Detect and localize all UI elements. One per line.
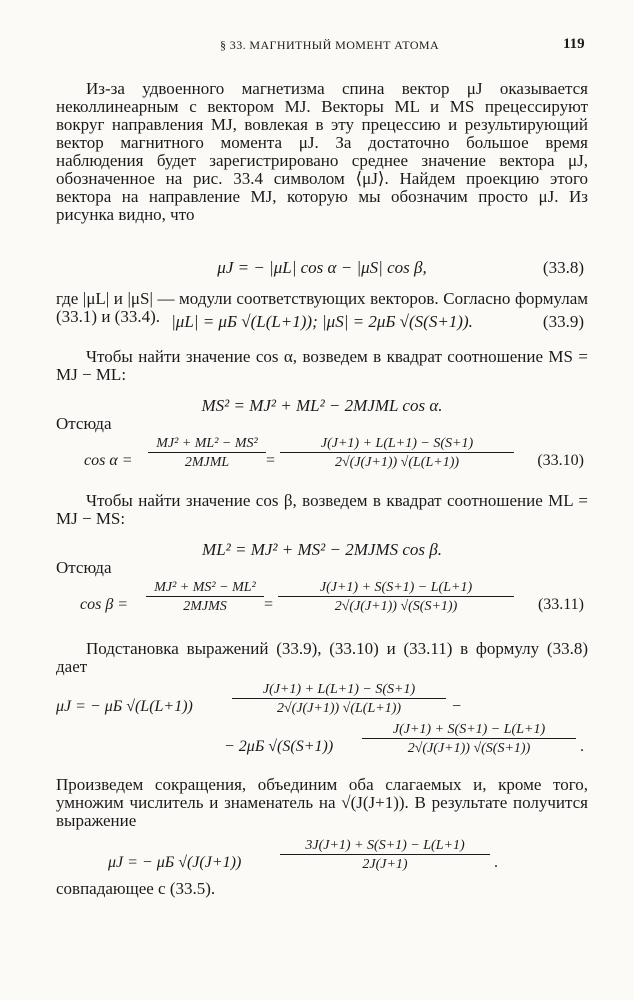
- equation-lhs: cos β =: [80, 596, 129, 613]
- fraction: [232, 682, 446, 717]
- equation-number: (33.8): [542, 258, 584, 277]
- paragraph-2: где |μL| и |μS| — модули соответствующих векторов. Согласно формулам (33.1) и (33.4).: [56, 289, 588, 326]
- equation-body: μJ = − |μL| cos α − |μS| cos β,: [217, 258, 427, 277]
- fraction-denominator: 2MJML: [148, 452, 266, 471]
- equation-number: (33.11): [537, 596, 584, 613]
- fraction-numerator: J(J+1) + S(S+1) − L(L+1): [319, 580, 473, 595]
- fraction-1: [146, 580, 264, 615]
- equation-lhs: μJ = − μБ √(L(L+1)): [56, 698, 193, 715]
- fraction-denominator: 2√(J(J+1)) √(L(L+1)): [232, 698, 446, 717]
- equation-lhs: cos α =: [84, 452, 133, 469]
- equation-33-11: [56, 580, 588, 634]
- equation-33-10: [56, 436, 588, 490]
- equation-ms-squared: [56, 396, 588, 426]
- fraction: [280, 838, 490, 873]
- fraction-numerator: J(J+1) + L(L+1) − S(S+1): [320, 436, 474, 451]
- equation-substitution-line-2: [56, 722, 588, 776]
- equation-33-8: [56, 258, 588, 288]
- fraction-numerator: MJ² + ML² − MS²: [156, 436, 258, 451]
- fraction-numerator: MJ² + MS² − ML²: [154, 580, 256, 595]
- paragraph-5: Подстановка выражений (33.9), (33.10) и (33.11) в формулу (33.8) дает: [56, 639, 588, 676]
- equation-number: (33.9): [542, 312, 584, 331]
- fraction-denominator: 2J(J+1): [280, 854, 490, 873]
- period: .: [580, 738, 584, 755]
- fraction-2: [280, 436, 514, 471]
- equation-body: |μL| = μБ √(L(L+1)); |μS| = 2μБ √(S(S+1)).: [171, 312, 473, 331]
- otsyuda-label-1: Отсюда: [56, 414, 112, 433]
- fraction-denominator: 2√(J(J+1)) √(S(S+1)): [362, 738, 576, 757]
- otsyuda-label-2: Отсюда: [56, 558, 112, 577]
- paragraph-3: Чтобы найти значение cos α, возведем в квадрат соотношение MS = MJ − ML:: [56, 347, 588, 384]
- equation-lhs: − 2μБ √(S(S+1)): [224, 738, 334, 755]
- fraction: [362, 722, 576, 757]
- equation-number: (33.10): [537, 452, 584, 469]
- fraction-denominator: 2√(J(J+1)) √(S(S+1)): [278, 596, 514, 615]
- period: .: [494, 854, 498, 871]
- page-header: [0, 38, 634, 58]
- fraction-denominator: 2MJMS: [146, 596, 264, 615]
- fraction-numerator: J(J+1) + L(L+1) − S(S+1): [262, 682, 416, 697]
- equation-body: MS² = MJ² + ML² − 2MJML cos α.: [201, 396, 443, 415]
- fraction-2: [278, 580, 514, 615]
- fraction-numerator: 3J(J+1) + S(S+1) − L(L+1): [305, 838, 465, 853]
- paragraph-6: Произведем сокращения, объединим оба слагаемых и, кроме того, умножим числитель и знаменатель на √(J(J+1)). В результате получится выражение: [56, 775, 588, 830]
- minus-sign: −: [452, 698, 462, 715]
- page-number: 119: [563, 36, 585, 52]
- equals-sign: =: [266, 452, 276, 469]
- paragraph-1: Из-за удвоенного магнетизма спина вектор μJ оказывается неколлинеарным с вектором MJ. Векторы ML и MS прецессируют вокруг направления MJ, вовлекая в эту прецессию и результирующий вектор магнитного момента μJ. За достаточно большое время наблюдения будет зарегистрировано среднее значение вектора μJ, обозначенное на рис. 33.4 символом ⟨μJ⟩. Найдем проекцию этого вектора на направление MJ, которую мы обозначим просто μJ. Из рисунка видно, что: [56, 79, 588, 224]
- equation-ml-squared: [56, 540, 588, 570]
- section-title: § 33. МАГНИТНЫЙ МОМЕНТ АТОМА: [220, 38, 440, 52]
- paragraph-7: совпадающее с (33.5).: [56, 879, 216, 898]
- fraction-denominator: 2√(J(J+1)) √(L(L+1)): [280, 452, 514, 471]
- paragraph-4: Чтобы найти значение cos β, возведем в квадрат соотношение ML = MJ − MS:: [56, 491, 588, 528]
- fraction-1: [148, 436, 266, 471]
- equation-lhs: μJ = − μБ √(J(J+1)): [108, 854, 242, 871]
- equals-sign: =: [264, 596, 274, 613]
- equation-33-9: [56, 312, 588, 342]
- equation-body: ML² = MJ² + MS² − 2MJMS cos β.: [202, 540, 442, 559]
- fraction-numerator: J(J+1) + S(S+1) − L(L+1): [392, 722, 546, 737]
